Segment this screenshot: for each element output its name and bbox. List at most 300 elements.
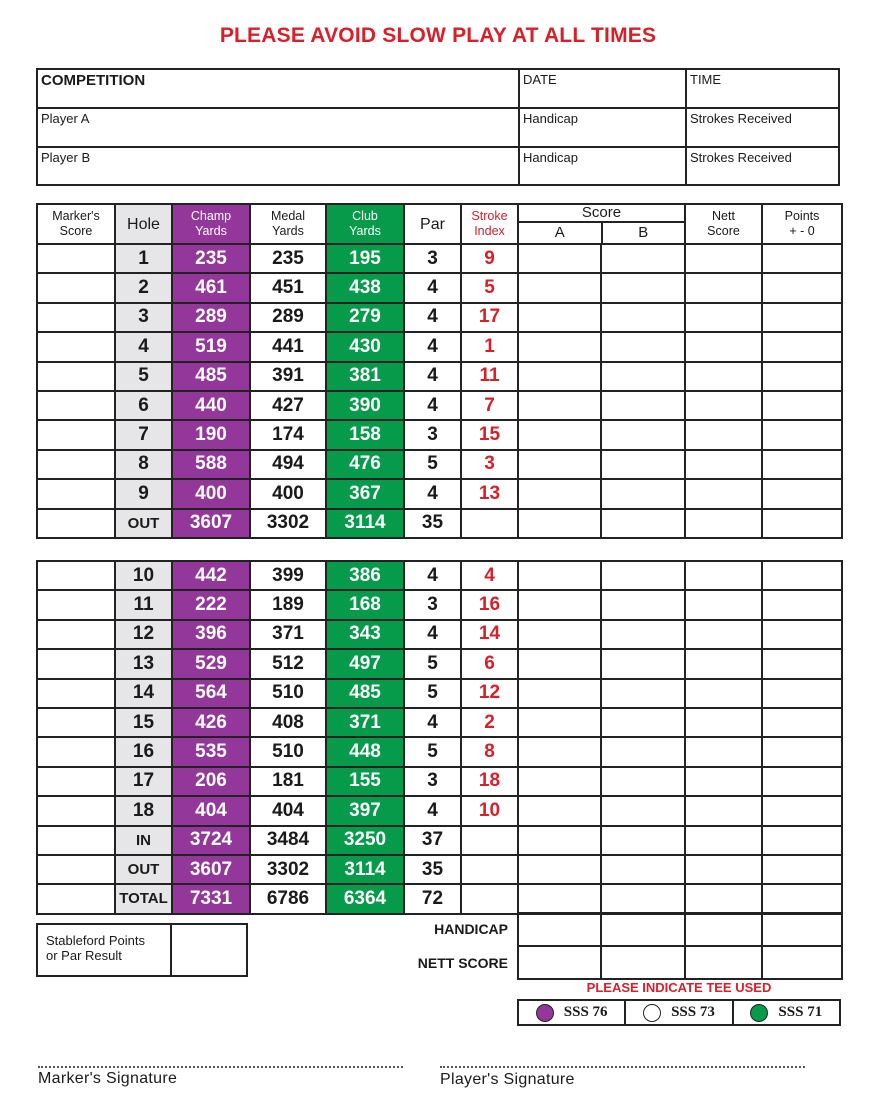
total-label: IN <box>115 826 172 855</box>
champ-yards: 206 <box>172 767 250 796</box>
hole-row <box>37 708 842 737</box>
hole-row <box>37 303 842 332</box>
champ-yards: 529 <box>172 649 250 678</box>
club-yards: 381 <box>326 362 404 391</box>
medal-yards: 512 <box>250 649 326 678</box>
champ-yards: 3724 <box>172 826 250 855</box>
par-value: 4 <box>404 620 461 649</box>
marker-score-cell[interactable] <box>37 826 115 855</box>
medal-yards: 441 <box>250 332 326 361</box>
par-value: 72 <box>404 884 461 913</box>
medal-yards: 189 <box>250 590 326 619</box>
player-a-label: Player A <box>41 111 90 126</box>
hole-row <box>37 362 842 391</box>
stroke-index <box>461 884 518 913</box>
par-value: 5 <box>404 737 461 766</box>
nett-score-cell[interactable] <box>685 362 762 391</box>
hole-row <box>37 737 842 766</box>
score-a-cell[interactable] <box>518 737 601 766</box>
stroke-index: 15 <box>461 420 518 449</box>
medal-yards: 174 <box>250 420 326 449</box>
score-b-cell[interactable] <box>601 708 685 737</box>
par-value: 5 <box>404 649 461 678</box>
score-a-cell[interactable] <box>518 479 601 508</box>
nett-score-cell[interactable] <box>685 708 762 737</box>
points-cell[interactable] <box>762 391 842 420</box>
player-a-handicap-field[interactable] <box>518 109 685 146</box>
score-b-cell[interactable] <box>601 244 685 273</box>
champ-yards: 235 <box>172 244 250 273</box>
handicap-points-cell[interactable] <box>762 913 842 946</box>
player-a-field[interactable] <box>38 109 518 146</box>
points-cell[interactable] <box>762 620 842 649</box>
points-cell[interactable] <box>762 244 842 273</box>
champ-yards: 222 <box>172 590 250 619</box>
stroke-index: 14 <box>461 620 518 649</box>
stroke-index: 9 <box>461 244 518 273</box>
nett-score-cell[interactable] <box>685 649 762 678</box>
points-cell[interactable] <box>762 420 842 449</box>
player-b-field[interactable] <box>38 148 518 184</box>
stroke-index: 2 <box>461 708 518 737</box>
nett-score-cell[interactable] <box>685 332 762 361</box>
marker-score-cell[interactable] <box>37 796 115 825</box>
nett-score-cell[interactable] <box>685 884 762 913</box>
club-yards-header: Club Yards <box>326 204 404 244</box>
club-yards: 155 <box>326 767 404 796</box>
hole-number: 15 <box>115 708 172 737</box>
score-b-cell[interactable] <box>601 826 685 855</box>
hole-row <box>37 561 842 590</box>
score-b-cell[interactable] <box>601 855 685 884</box>
total-row <box>37 884 842 913</box>
club-yards: 448 <box>326 737 404 766</box>
total-row <box>37 826 842 855</box>
stroke-index: 17 <box>461 303 518 332</box>
nett-score-cell[interactable] <box>685 561 762 590</box>
par-value: 4 <box>404 273 461 302</box>
marker-score-cell[interactable] <box>37 479 115 508</box>
nett-score-cell[interactable] <box>685 855 762 884</box>
score-b-cell[interactable] <box>601 479 685 508</box>
medal-yards: 451 <box>250 273 326 302</box>
nett-score-cell[interactable] <box>685 679 762 708</box>
score-b-header: B <box>638 224 649 241</box>
player-b-strokes-field[interactable] <box>685 148 838 184</box>
points-cell[interactable] <box>762 479 842 508</box>
stroke-index: 16 <box>461 590 518 619</box>
competition-field[interactable] <box>38 70 518 107</box>
club-yards: 195 <box>326 244 404 273</box>
score-b-cell[interactable] <box>601 620 685 649</box>
medal-yards: 494 <box>250 450 326 479</box>
marker-score-cell[interactable] <box>37 855 115 884</box>
nett-score-cell[interactable] <box>685 620 762 649</box>
hole-number: 5 <box>115 362 172 391</box>
nett-score-cell[interactable] <box>685 479 762 508</box>
tee-label: SSS 73 <box>671 1004 715 1020</box>
points-cell[interactable] <box>762 679 842 708</box>
hole-number: 8 <box>115 450 172 479</box>
score-b-cell[interactable] <box>601 391 685 420</box>
score-a-cell[interactable] <box>518 420 601 449</box>
nett-score-cell[interactable] <box>685 244 762 273</box>
score-b-cell[interactable] <box>601 450 685 479</box>
stroke-index <box>461 855 518 884</box>
time-label: TIME <box>690 72 722 87</box>
club-yards: 390 <box>326 391 404 420</box>
club-yards: 386 <box>326 561 404 590</box>
points-cell[interactable] <box>762 708 842 737</box>
total-label: TOTAL <box>115 884 172 913</box>
handicap-a-cell[interactable] <box>518 913 601 946</box>
front-nine-table <box>36 203 843 539</box>
tee-option-medal[interactable] <box>624 1001 731 1024</box>
hole-number: 2 <box>115 273 172 302</box>
nett-score-header: Nett Score <box>685 204 762 244</box>
nett-score-cell[interactable] <box>685 509 762 538</box>
club-yards: 3114 <box>326 509 404 538</box>
score-b-cell[interactable] <box>601 561 685 590</box>
champ-yards: 440 <box>172 391 250 420</box>
marker-signature-label: Marker's Signature <box>38 1070 178 1087</box>
score-b-cell[interactable] <box>601 796 685 825</box>
nett-score-cell[interactable] <box>685 391 762 420</box>
competition-row <box>38 70 838 109</box>
handicap-summary-row <box>518 913 842 946</box>
points-cell[interactable] <box>762 362 842 391</box>
par-value: 4 <box>404 332 461 361</box>
stroke-index: 3 <box>461 450 518 479</box>
club-yards: 168 <box>326 590 404 619</box>
score-b-cell[interactable] <box>601 884 685 913</box>
marker-score-cell[interactable] <box>37 620 115 649</box>
marker-score-cell[interactable] <box>37 420 115 449</box>
tee-option-champ[interactable] <box>519 1001 624 1024</box>
marker-score-cell[interactable] <box>37 649 115 678</box>
nett-score-cell[interactable] <box>685 450 762 479</box>
club-yards: 3250 <box>326 826 404 855</box>
tee-option-club[interactable] <box>732 1001 839 1024</box>
par-value: 5 <box>404 679 461 708</box>
points-cell[interactable] <box>762 590 842 619</box>
marker-score-cell[interactable] <box>37 450 115 479</box>
par-value: 35 <box>404 855 461 884</box>
score-a-cell[interactable] <box>518 561 601 590</box>
club-yards: 6364 <box>326 884 404 913</box>
score-a-header: A <box>519 223 603 243</box>
stroke-index <box>461 826 518 855</box>
tee-prompt: PLEASE INDICATE TEE USED <box>586 980 772 995</box>
par-value: 5 <box>404 450 461 479</box>
club-yards: 279 <box>326 303 404 332</box>
hole-row <box>37 332 842 361</box>
club-yards: 397 <box>326 796 404 825</box>
marker-score-cell[interactable] <box>37 244 115 273</box>
champ-yards: 7331 <box>172 884 250 913</box>
club-yards: 367 <box>326 479 404 508</box>
marker-score-cell[interactable] <box>37 708 115 737</box>
champ-yards: 535 <box>172 737 250 766</box>
club-yards: 158 <box>326 420 404 449</box>
points-cell[interactable] <box>762 855 842 884</box>
medal-yards: 510 <box>250 679 326 708</box>
medal-yards: 510 <box>250 737 326 766</box>
marker-score-cell[interactable] <box>37 767 115 796</box>
score-b-cell[interactable] <box>601 273 685 302</box>
stroke-index: 7 <box>461 391 518 420</box>
points-cell[interactable] <box>762 450 842 479</box>
points-cell[interactable] <box>762 561 842 590</box>
score-header <box>518 204 685 244</box>
nett-score-cell[interactable] <box>685 826 762 855</box>
par-value: 3 <box>404 244 461 273</box>
club-yards: 485 <box>326 679 404 708</box>
tee-label: SSS 76 <box>563 1004 608 1020</box>
nett-score-cell[interactable] <box>685 590 762 619</box>
medal-yards: 3302 <box>250 509 326 538</box>
player-signature-line[interactable] <box>440 1066 805 1068</box>
tee-selector <box>517 999 841 1026</box>
score-a-cell[interactable] <box>518 303 601 332</box>
score-a-cell[interactable] <box>518 391 601 420</box>
score-a-cell[interactable] <box>518 826 601 855</box>
total-row <box>37 509 842 538</box>
hole-row <box>37 679 842 708</box>
score-a-cell[interactable] <box>518 620 601 649</box>
stroke-index: 13 <box>461 479 518 508</box>
points-cell[interactable] <box>762 273 842 302</box>
hole-number: 18 <box>115 796 172 825</box>
score-b-cell[interactable] <box>601 679 685 708</box>
nett-score-cell[interactable] <box>685 420 762 449</box>
nett-score-cell[interactable] <box>685 767 762 796</box>
points-cell[interactable] <box>762 767 842 796</box>
marker-score-cell[interactable] <box>37 884 115 913</box>
par-value: 4 <box>404 362 461 391</box>
score-b-cell[interactable] <box>601 303 685 332</box>
medal-yards-header: Medal Yards <box>250 204 326 244</box>
score-a-cell[interactable] <box>518 332 601 361</box>
champ-yards: 3607 <box>172 509 250 538</box>
score-a-cell[interactable] <box>518 855 601 884</box>
par-value: 4 <box>404 391 461 420</box>
marker-score-cell[interactable] <box>37 737 115 766</box>
stroke-index: 5 <box>461 273 518 302</box>
nett-score-cell[interactable] <box>685 796 762 825</box>
stroke-index: 4 <box>461 561 518 590</box>
marker-score-header: Marker's Score <box>37 204 115 244</box>
player-b-row <box>38 148 838 184</box>
par-value: 3 <box>404 590 461 619</box>
handicap-nett-cell[interactable] <box>685 913 762 946</box>
stableford-box <box>36 923 248 977</box>
points-cell[interactable] <box>762 796 842 825</box>
marker-score-cell[interactable] <box>37 561 115 590</box>
points-cell[interactable] <box>762 826 842 855</box>
strokes-received-label: Strokes Received <box>690 150 792 165</box>
total-label: OUT <box>115 509 172 538</box>
medal-yards: 181 <box>250 767 326 796</box>
medal-yards: 404 <box>250 796 326 825</box>
marker-score-cell[interactable] <box>37 590 115 619</box>
marker-signature-line[interactable] <box>38 1066 403 1068</box>
nett-score-cell[interactable] <box>685 737 762 766</box>
stableford-label: Stableford Points or Par Result <box>38 925 172 975</box>
par-value: 3 <box>404 420 461 449</box>
score-b-cell[interactable] <box>601 649 685 678</box>
handicap-label: Handicap <box>523 150 578 165</box>
medal-yards: 408 <box>250 708 326 737</box>
score-b-cell[interactable] <box>601 590 685 619</box>
score-a-cell[interactable] <box>518 244 601 273</box>
score-b-cell[interactable] <box>601 332 685 361</box>
back-nine-table <box>36 560 843 915</box>
hole-row <box>37 420 842 449</box>
player-a-strokes-field[interactable] <box>685 109 838 146</box>
score-b-cell[interactable] <box>601 737 685 766</box>
hole-row <box>37 479 842 508</box>
medal-yards: 400 <box>250 479 326 508</box>
medal-yards: 6786 <box>250 884 326 913</box>
score-a-cell[interactable] <box>518 649 601 678</box>
marker-score-cell[interactable] <box>37 273 115 302</box>
nett-score-summary-label: NETT SCORE <box>417 955 508 971</box>
date-field[interactable] <box>518 70 685 107</box>
stroke-index-header: Stroke Index <box>461 204 518 244</box>
green-circle-icon <box>750 1004 768 1022</box>
summary-table <box>517 912 843 980</box>
player-b-label: Player B <box>41 150 91 165</box>
medal-yards: 427 <box>250 391 326 420</box>
score-a-cell[interactable] <box>518 362 601 391</box>
nett-score-cell[interactable] <box>685 273 762 302</box>
player-b-handicap-field[interactable] <box>518 148 685 184</box>
par-header: Par <box>404 204 461 244</box>
par-value: 3 <box>404 767 461 796</box>
nett-score-cell[interactable] <box>685 303 762 332</box>
club-yards: 497 <box>326 649 404 678</box>
total-label: OUT <box>115 855 172 884</box>
stroke-index: 10 <box>461 796 518 825</box>
hole-number: 14 <box>115 679 172 708</box>
marker-score-cell[interactable] <box>37 391 115 420</box>
nett-points-cell[interactable] <box>762 946 842 979</box>
score-b-cell[interactable] <box>601 362 685 391</box>
club-yards: 476 <box>326 450 404 479</box>
marker-score-cell[interactable] <box>37 332 115 361</box>
par-value: 4 <box>404 796 461 825</box>
marker-score-cell[interactable] <box>37 362 115 391</box>
club-yards: 430 <box>326 332 404 361</box>
competition-info-box <box>36 68 840 186</box>
time-field[interactable] <box>685 70 838 107</box>
player-signature-label: Player's Signature <box>440 1071 575 1088</box>
score-a-cell[interactable] <box>518 767 601 796</box>
score-a-cell[interactable] <box>518 590 601 619</box>
par-value: 35 <box>404 509 461 538</box>
competition-label: COMPETITION <box>41 72 146 89</box>
par-value: 37 <box>404 826 461 855</box>
hole-row <box>37 273 842 302</box>
par-value: 4 <box>404 561 461 590</box>
score-a-cell[interactable] <box>518 679 601 708</box>
nett-b-cell[interactable] <box>601 946 685 979</box>
champ-yards-header: Champ Yards <box>172 204 250 244</box>
hole-row <box>37 391 842 420</box>
stroke-index: 6 <box>461 649 518 678</box>
score-a-cell[interactable] <box>518 884 601 913</box>
header-row <box>37 204 842 244</box>
stroke-index <box>461 509 518 538</box>
tee-label: SSS 71 <box>778 1004 823 1020</box>
hole-number: 11 <box>115 590 172 619</box>
points-cell[interactable] <box>762 649 842 678</box>
points-cell[interactable] <box>762 303 842 332</box>
club-yards: 3114 <box>326 855 404 884</box>
score-a-cell[interactable] <box>518 273 601 302</box>
handicap-b-cell[interactable] <box>601 913 685 946</box>
hole-row <box>37 767 842 796</box>
points-cell[interactable] <box>762 884 842 913</box>
nett-a-cell[interactable] <box>518 946 601 979</box>
score-a-cell[interactable] <box>518 509 601 538</box>
champ-yards: 190 <box>172 420 250 449</box>
medal-yards: 3484 <box>250 826 326 855</box>
medal-yards: 289 <box>250 303 326 332</box>
medal-yards: 3302 <box>250 855 326 884</box>
score-header-label: Score <box>519 205 684 223</box>
score-b-cell[interactable] <box>601 767 685 796</box>
champ-yards: 519 <box>172 332 250 361</box>
champ-yards: 289 <box>172 303 250 332</box>
points-cell[interactable] <box>762 332 842 361</box>
marker-score-cell[interactable] <box>37 679 115 708</box>
hole-number: 3 <box>115 303 172 332</box>
score-a-cell[interactable] <box>518 796 601 825</box>
date-label: DATE <box>523 72 557 87</box>
hole-number: 9 <box>115 479 172 508</box>
hole-number: 16 <box>115 737 172 766</box>
strokes-received-label: Strokes Received <box>690 111 792 126</box>
points-cell[interactable] <box>762 737 842 766</box>
hole-row <box>37 244 842 273</box>
hole-number: 10 <box>115 561 172 590</box>
points-header: Points + - 0 <box>762 204 842 244</box>
champ-yards: 426 <box>172 708 250 737</box>
champ-yards: 485 <box>172 362 250 391</box>
score-a-cell[interactable] <box>518 708 601 737</box>
score-a-cell[interactable] <box>518 450 601 479</box>
hole-row <box>37 590 842 619</box>
hole-number: 7 <box>115 420 172 449</box>
stableford-result-field[interactable] <box>172 925 246 975</box>
points-cell[interactable] <box>762 509 842 538</box>
champ-yards: 442 <box>172 561 250 590</box>
marker-score-cell[interactable] <box>37 303 115 332</box>
club-yards: 343 <box>326 620 404 649</box>
marker-score-cell[interactable] <box>37 509 115 538</box>
score-b-cell[interactable] <box>601 420 685 449</box>
nett-summary-row <box>518 946 842 979</box>
medal-yards: 235 <box>250 244 326 273</box>
hole-number: 1 <box>115 244 172 273</box>
nett-nett-cell[interactable] <box>685 946 762 979</box>
score-b-cell[interactable] <box>601 509 685 538</box>
stroke-index: 18 <box>461 767 518 796</box>
hole-row <box>37 649 842 678</box>
medal-yards: 391 <box>250 362 326 391</box>
